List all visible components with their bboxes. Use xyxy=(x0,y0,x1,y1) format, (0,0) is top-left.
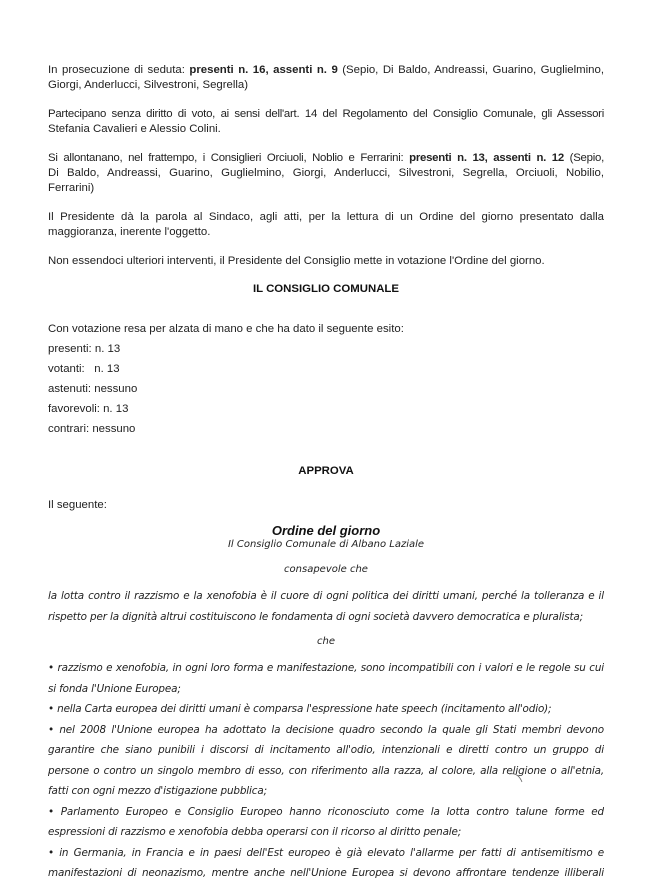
vote-result-favorevoli: favorevoli: n. 13 xyxy=(48,403,129,415)
paragraph-line: maggioranza, inerente l'oggetto. xyxy=(48,226,211,238)
consapevole-paragraph xyxy=(48,586,604,627)
paragraph-line: Di Baldo, Andreassi, Guarino, Guglielmino, Giorgi, Anderlucci, Silvestroni, Segrella, Orciuoli, Nobilio, xyxy=(48,167,604,179)
che-label: che xyxy=(317,636,335,647)
paragraph-session-continuation xyxy=(48,63,604,93)
vote-result-votanti: votanti: n. 13 xyxy=(48,363,120,375)
paragraph-assessors xyxy=(48,107,604,137)
bullet-item: • nel 2008 l'Unione europea ha adottato la decisione quadro secondo la quale gli Stati membri devono garantire che siano punibili i discorsi di incitamento all'odio, intenzionali e diretti contro un gruppo di persone o contro un singolo membro di esso, con riferimento alla razza, al colore, alla religione o all'etnia, fatti con ogni mezzo d'istigazione pubblica; xyxy=(48,723,604,797)
bullet-item: • Parlamento Europeo e Consiglio Europeo hanno riconosciuto come la lotta contro talune forme ed espressioni di razzismo e xenofobia debba operarsi con il ricorso al diritto penale; xyxy=(48,805,604,838)
il-seguente: Il seguente: xyxy=(48,499,107,511)
paragraph-line: la lotta contro il razzismo e la xenofobia è il cuore di ogni politica dei diritti umani, perché la tolleranza e il xyxy=(48,590,604,602)
paragraph-line: Stefania Cavalieri e Alessio Colini. xyxy=(48,123,221,135)
bullet-item: • nella Carta europea dei diritti umani è comparsa l'espressione hate speech (incitamento all'odio); xyxy=(48,703,552,715)
bullet-item: • in Germania, in Francia e in paesi dell'Est europeo è già elevato l'allarme per fatti di antisemitismo e manifestazioni di neonazismo, mentre anche nell'Unione Europea si devono affrontare tendenze illiberali xyxy=(48,846,604,879)
paragraph-line: rispetto per la dignità altrui costituiscono le fondamenta di ogni società davvero democratica e pluralista; xyxy=(48,610,583,623)
paragraph-line: Il Presidente dà la parola al Sindaco, agli atti, per la lettura di un Ordine del giorno presentato dalla xyxy=(48,211,604,223)
bullet-list xyxy=(48,658,604,884)
vote-result-presenti: presenti: n. 13 xyxy=(48,343,121,355)
paragraph-line: Ferrarini) xyxy=(48,182,95,194)
paragraph-vote-call: Non essendoci ulteriori interventi, il Presidente del Consiglio mette in votazione l'Ordine del giorno. xyxy=(48,255,545,267)
paragraph-president-speech xyxy=(48,210,604,240)
pen-stroke-mark xyxy=(508,772,524,784)
attendance-bold: presenti n. 16, assenti n. 9 xyxy=(189,64,338,76)
vote-result-contrari: contrari: nessuno xyxy=(48,423,136,435)
odg-title: Ordine del giorno xyxy=(271,523,381,538)
consapevole-che: consapevole che xyxy=(284,564,368,575)
paragraph-line: Si allontanano, nel frattempo, i Consiglieri Orciuoli, Noblio e Ferrarini: presenti n. 13, assenti n. 12 (Sepio, xyxy=(48,152,604,164)
odg-subtitle: Il Consiglio Comunale di Albano Laziale xyxy=(227,539,425,550)
paragraph-line: In prosecuzione di seduta: presenti n. 16, assenti n. 9 (Sepio, Di Baldo, Andreassi, Guarino, Guglielmino, xyxy=(48,64,604,76)
vote-intro: Con votazione resa per alzata di mano e che ha dato il seguente esito: xyxy=(48,323,404,335)
heading-consiglio-comunale: IL CONSIGLIO COMUNALE xyxy=(253,283,399,295)
paragraph-line: Partecipano senza diritto di voto, ai sensi dell'art. 14 del Regolamento del Consiglio Comunale, gli Assessori xyxy=(48,108,604,120)
bullet-item: • razzismo e xenofobia, in ogni loro forma e manifestazione, sono incompatibili con i valori e le regole su cui si fonda l'Unione Europea; xyxy=(48,662,604,695)
heading-approva: APPROVA xyxy=(298,465,354,477)
vote-result-astenuti: astenuti: nessuno xyxy=(48,383,138,395)
paragraph-line: Giorgi, Anderlucci, Silvestroni, Segrella) xyxy=(48,79,249,91)
vote-results xyxy=(48,342,604,442)
paragraph-councillors-leave xyxy=(48,151,604,196)
attendance-bold: presenti n. 13, assenti n. 12 xyxy=(409,152,564,164)
